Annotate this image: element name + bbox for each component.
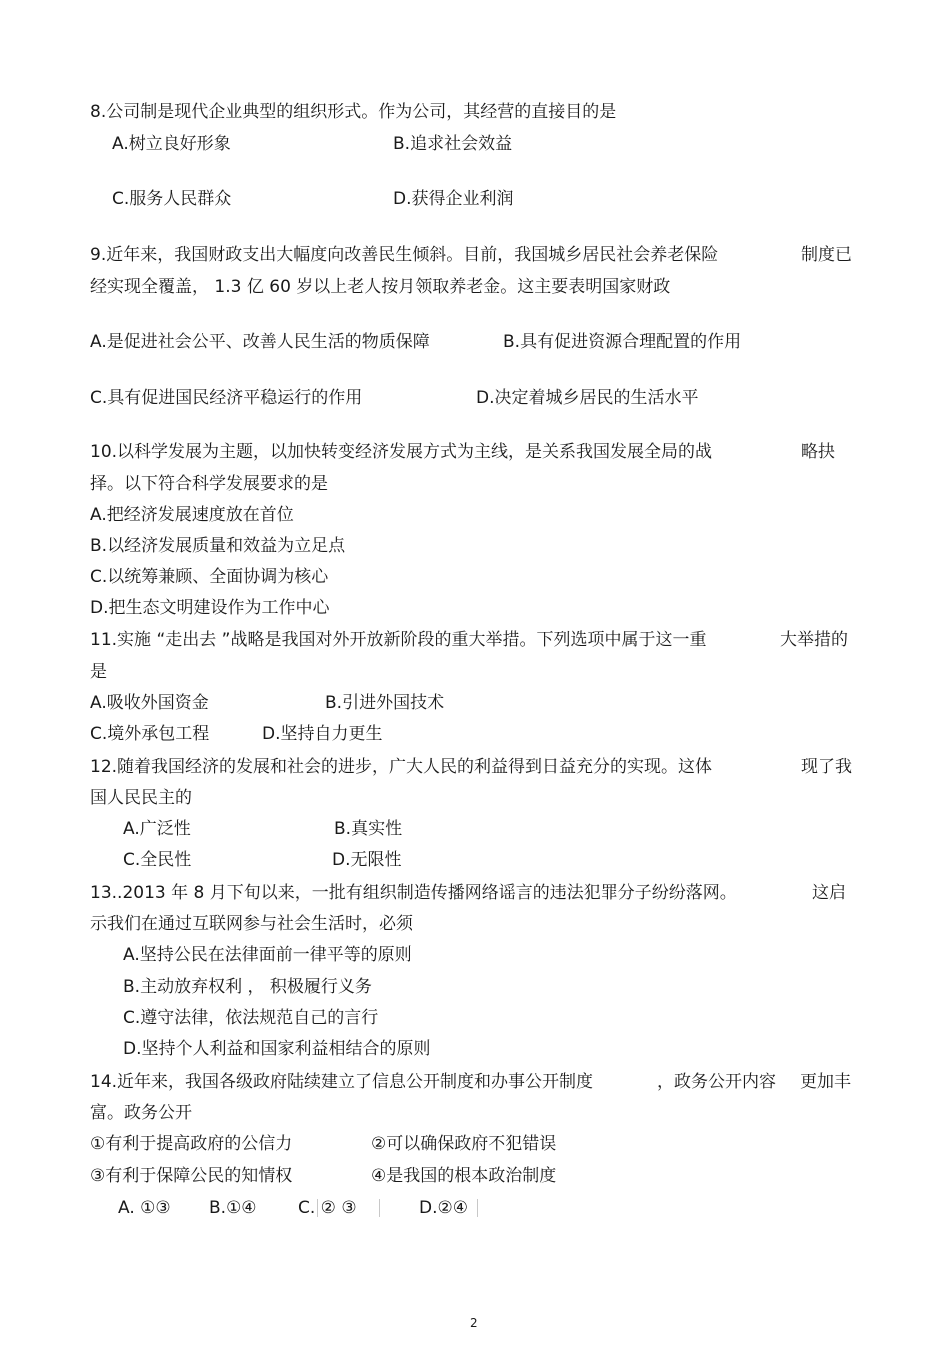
q12-stem-line1: 12.随着我国经济的发展和社会的进步，广大人民的利益得到日益充分的实现。这体	[90, 757, 713, 777]
q11-option-c: C.境外承包工程	[90, 724, 210, 744]
q14-option-a: A. ①③	[118, 1198, 171, 1218]
q12-stem-line1-tail: 现了我	[801, 757, 852, 777]
q11-stem-line1-tail: 大举措的	[780, 630, 848, 650]
q12-option-c: C.全民性	[123, 850, 192, 870]
q9-option-a: A.是促进社会公平、改善人民生活的物质保障	[90, 332, 430, 352]
q8-option-d: D.获得企业利润	[393, 189, 514, 209]
q12-option-b: B.真实性	[334, 819, 403, 839]
q9-option-d: D.决定着城乡居民的生活水平	[476, 388, 699, 408]
q9-stem-line2: 经实现全覆盖， 1.3 亿 60 岁以上老人按月领取养老金。这主要表明国家财政	[90, 277, 671, 297]
q14-option-c: C. ② ③	[298, 1198, 357, 1218]
q14-stem-line1-mid: ，政务公开内容	[657, 1072, 776, 1092]
q13-stem-line1-tail: 这启	[812, 883, 846, 903]
q13-option-b: B.主动放弃权利 ， 积极履行义务	[123, 977, 372, 997]
q11-stem-line1: 11.实施 “走出去 ”战略是我国对外开放新阶段的重大举措。下列选项中属于这一重	[90, 630, 707, 650]
q11-stem-line2: 是	[90, 662, 107, 682]
q13-option-a: A.坚持公民在法律面前一律平等的原则	[123, 945, 412, 965]
q8-option-b: B.追求社会效益	[393, 134, 513, 154]
q9-stem-line1: 9.近年来，我国财政支出大幅度向改善民生倾斜。目前，我国城乡居民社会养老保险	[90, 245, 719, 265]
q13-option-c: C.遵守法律，依法规范自己的言行	[123, 1008, 379, 1028]
q12-option-d: D.无限性	[332, 850, 402, 870]
q10-option-a: A.把经济发展速度放在首位	[90, 505, 294, 525]
q12-option-a: A.广泛性	[123, 819, 191, 839]
q14-statement-2: ②可以确保政府不犯错误	[371, 1134, 557, 1154]
q14-option-b: B.①④	[209, 1198, 257, 1218]
scan-artifact-bar	[379, 1199, 380, 1217]
q11-option-b: B.引进外国技术	[325, 693, 445, 713]
q13-stem-line1: 13..2013 年 8 月下旬以来，一批有组织制造传播网络谣言的违法犯罪分子纷纷落网。	[90, 883, 737, 903]
q10-option-d: D.把生态文明建设作为工作中心	[90, 598, 330, 618]
q10-stem-line1: 10.以科学发展为主题，以加快转变经济发展方式为主线，是关系我国发展全局的战	[90, 442, 713, 462]
q10-stem-line1-tail: 略抉	[801, 442, 835, 462]
q9-option-c: C.具有促进国民经济平稳运行的作用	[90, 388, 363, 408]
q10-option-b: B.以经济发展质量和效益为立足点	[90, 536, 346, 556]
q13-option-d: D.坚持个人利益和国家利益相结合的原则	[123, 1039, 431, 1059]
q9-option-b: B.具有促进资源合理配置的作用	[503, 332, 742, 352]
q8-stem: 8.公司制是现代企业典型的组织形式。作为公司，其经营的直接目的是	[90, 102, 617, 122]
q14-statement-1: ①有利于提高政府的公信力	[90, 1134, 293, 1154]
q14-statement-3: ③有利于保障公民的知情权	[90, 1166, 293, 1186]
q11-option-d: D.坚持自力更生	[262, 724, 383, 744]
q9-stem-line1-tail: 制度已	[801, 245, 852, 265]
page-number: 2	[470, 1316, 478, 1330]
q8-option-c: C.服务人民群众	[112, 189, 232, 209]
q10-stem-line2: 择。以下符合科学发展要求的是	[90, 474, 328, 494]
q14-statement-4: ④是我国的根本政治制度	[371, 1166, 557, 1186]
q8-option-a: A.树立良好形象	[112, 134, 231, 154]
q14-stem-line1: 14.近年来，我国各级政府陆续建立了信息公开制度和办事公开制度	[90, 1072, 594, 1092]
scan-artifact-bar	[477, 1199, 478, 1217]
q13-stem-line2: 示我们在通过互联网参与社会生活时，必须	[90, 914, 413, 934]
q11-option-a: A.吸收外国资金	[90, 693, 209, 713]
q10-option-c: C.以统筹兼顾、全面协调为核心	[90, 567, 329, 587]
q14-option-d: D.②④	[419, 1198, 468, 1218]
q12-stem-line2: 国人民民主的	[90, 788, 192, 808]
q14-stem-line1-tail: 更加丰	[800, 1072, 851, 1092]
q14-stem-line2: 富。政务公开	[90, 1103, 192, 1123]
